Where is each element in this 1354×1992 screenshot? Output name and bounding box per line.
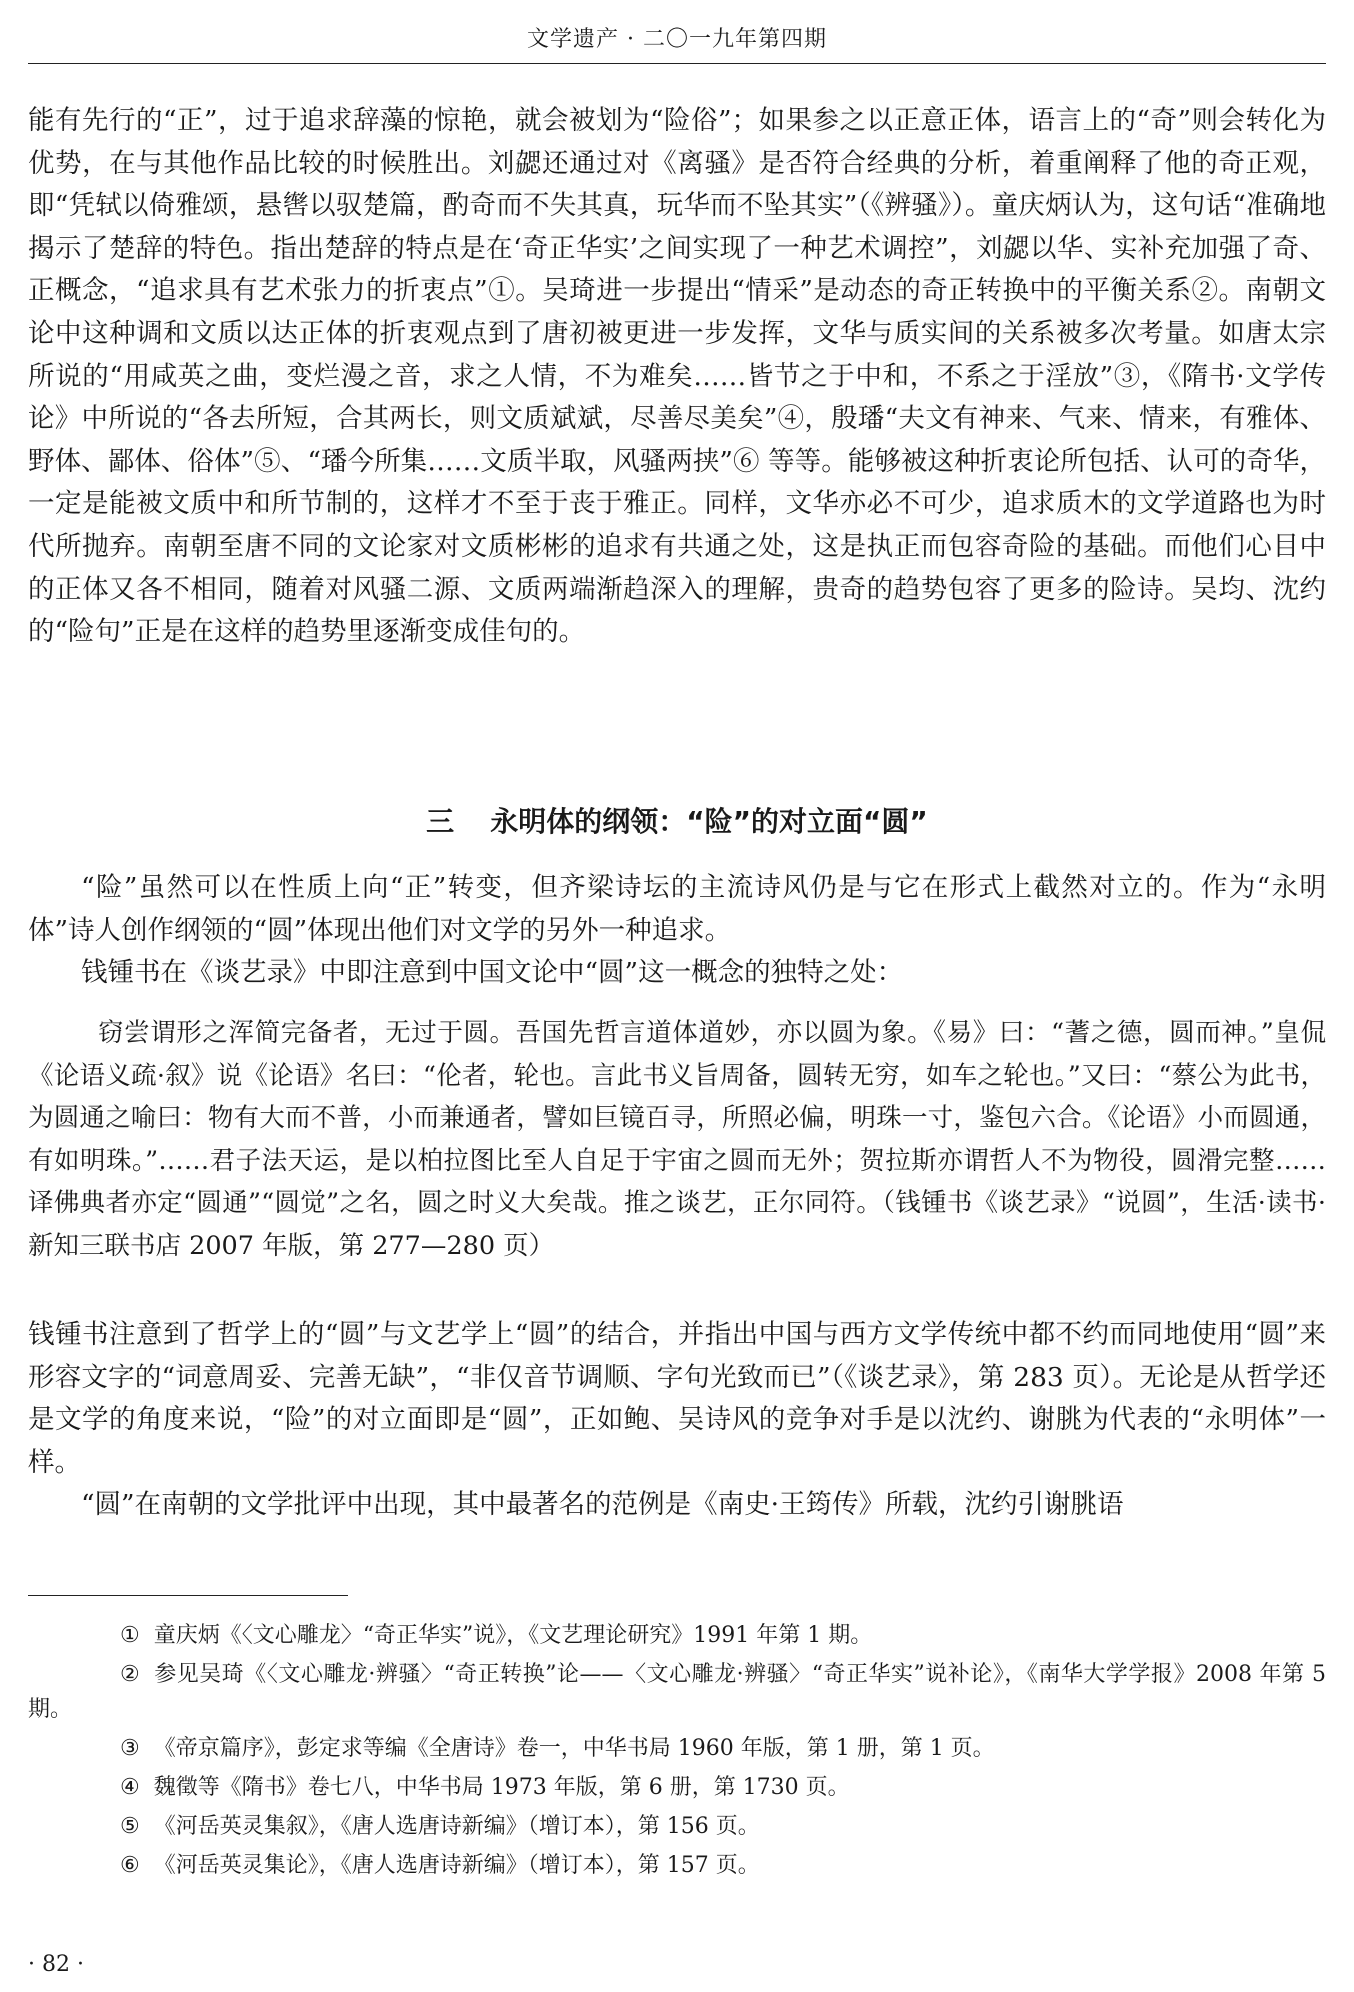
section-number: 三	[426, 805, 455, 838]
footnote-text: 参见吴琦《〈文心雕龙·辨骚〉“奇正转换”论——〈文心雕龙·辨骚〉“奇正华实”说补论》，《南华大学学报》2008 年第 5 期。	[28, 1662, 1326, 1722]
footnote-marker: ④	[120, 1775, 140, 1800]
footnote-marker: ⑥	[120, 1853, 140, 1878]
section-heading	[28, 800, 1326, 840]
footnote-text: 《帝京篇序》，彭定求等编《全唐诗》卷一，中华书局 1960 年版，第 1 册，第 1 页。	[153, 1736, 995, 1761]
footnote	[28, 1618, 1326, 1653]
footnote-text: 童庆炳《〈文心雕龙〉“奇正华实”说》，《文艺理论研究》1991 年第 1 期。	[153, 1623, 873, 1648]
section-three-intro	[28, 867, 1326, 995]
page-number: · 82 ·	[28, 1952, 84, 1977]
footnote-marker: ①	[120, 1623, 140, 1648]
footnote-text: 魏徵等《隋书》卷七八，中华书局 1973 年版，第 6 册，第 1730 页。	[153, 1775, 850, 1800]
footnote	[28, 1809, 1326, 1844]
body-paragraph: 能有先行的“正”，过于追求辞藻的惊艳，就会被划为“险俗”；如果参之以正意正体，语言上的“奇”则会转化为优势，在与其他作品比较的时候胜出。刘勰还通过对《离骚》是否符合经典的分析，着重阐释了他的奇正观，即“凭轼以倚雅颂，悬辔以驭楚篇，酌奇而不失其真，玩华而不坠其实”（《辨骚》）。童庆炳认为，这句话“准确地揭示了楚辞的特色。指出楚辞的特点是在‘奇正华实’之间实现了一种艺术调控”，刘勰以华、实补充加强了奇、正概念，“追求具有艺术张力的折衷点”①。吴琦进一步提出“情采”是动态的奇正转换中的平衡关系②。南朝文论中这种调和文质以达正体的折衷观点到了唐初被更进一步发挥，文华与质实间的关系被多次考量。如唐太宗所说的“用咸英之曲，变烂漫之音，求之人情，不为难矣……皆节之于中和，不系之于淫放”③，《隋书·文学传论》中所说的“各去所短，合其两长，则文质斌斌，尽善尽美矣”④，殷璠“夫文有神来、气来、情来，有雅体、野体、鄙体、俗体”⑤、“璠今所集……文质半取，风骚两挟”⑥ 等等。能够被这种折衷论所包括、认可的奇华，一定是能被文质中和所节制的，这样才不至于丧于雅正。同样，文华亦必不可少，追求质木的文学道路也为时代所抛弃。南朝至唐不同的文论家对文质彬彬的追求有共通之处，这是执正而包容奇险的基础。而他们心目中的正体又各不相同，随着对风骚二源、文质两端渐趋深入的理解，贵奇的趋势包容了更多的险诗。吴均、沈约的“险句”正是在这样的趋势里逐渐变成佳句的。	[28, 105, 1326, 648]
footnote-marker: ③	[120, 1736, 140, 1761]
header-rule	[28, 63, 1326, 64]
block-quote	[28, 1012, 1326, 1268]
section-title: 永明体的纲领：“险”的对立面“圆”	[490, 805, 928, 838]
section-three-body	[28, 1314, 1326, 1527]
body-paragraph: 钱锺书注意到了哲学上的“圆”与文艺学上“圆”的结合，并指出中国与西方文学传统中都不约而同地使用“圆”来形容文字的“词意周妥、完善无缺”，“非仅音节调顺、字句光致而已”（《谈艺录》，第 283 页）。无论是从哲学还是文学的角度来说，“险”的对立面即是“圆”，正如鲍、吴诗风的竞争对手是以沈约、谢朓为代表的“永明体”一样。	[28, 1319, 1326, 1478]
section-two-continued	[28, 100, 1326, 654]
footnote-marker: ②	[120, 1662, 140, 1687]
block-quote-text: 窃尝谓形之浑简完备者，无过于圆。吾国先哲言道体道妙，亦以圆为象。《易》曰：“蓍之德，圆而神。”皇侃《论语义疏·叙》说《论语》名曰：“伦者，轮也。言此书义旨周备，圆转无穷，如车之轮也。”又曰：“蔡公为此书，为圆通之喻曰：物有大而不普，小而兼通者，譬如巨镜百寻，所照必偏，明珠一寸，鉴包六合。《论语》小而圆通，有如明珠。”……君子法天运，是以柏拉图比至人自足于宇宙之圆而无外；贺拉斯亦谓哲人不为物役，圆滑完整……译佛典者亦定“圆通”“圆觉”之名，圆之时义大矣哉。推之谈艺，正尔同符。（钱锺书《谈艺录》“说圆”，生活·读书·新知三联书店 2007 年版，第 277—280 页）	[28, 1018, 1326, 1261]
footnote	[28, 1770, 1326, 1805]
body-paragraph: 钱锺书在《谈艺录》中即注意到中国文论中“圆”这一概念的独特之处：	[81, 957, 904, 989]
footnote-text: 《河岳英灵集论》，《唐人选唐诗新编》（增订本），第 157 页。	[153, 1853, 760, 1878]
footnotes	[28, 1618, 1326, 1887]
footnote-marker: ⑤	[120, 1814, 140, 1839]
footnote	[28, 1731, 1326, 1766]
footnote	[28, 1848, 1326, 1883]
running-head: 文学遗产 · 二〇一九年第四期	[527, 27, 827, 52]
body-paragraph: “圆”在南朝的文学批评中出现，其中最著名的范例是《南史·王筠传》所载，沈约引谢朓语	[81, 1489, 1124, 1521]
body-paragraph: “险”虽然可以在性质上向“正”转变，但齐梁诗坛的主流诗风仍是与它在形式上截然对立的。作为“永明体”诗人创作纲领的“圆”体现出他们对文学的另外一种追求。	[28, 872, 1326, 946]
footnote	[28, 1657, 1326, 1727]
footnote-rule	[28, 1595, 348, 1596]
footnote-text: 《河岳英灵集叙》，《唐人选唐诗新编》（增订本），第 156 页。	[153, 1814, 760, 1839]
